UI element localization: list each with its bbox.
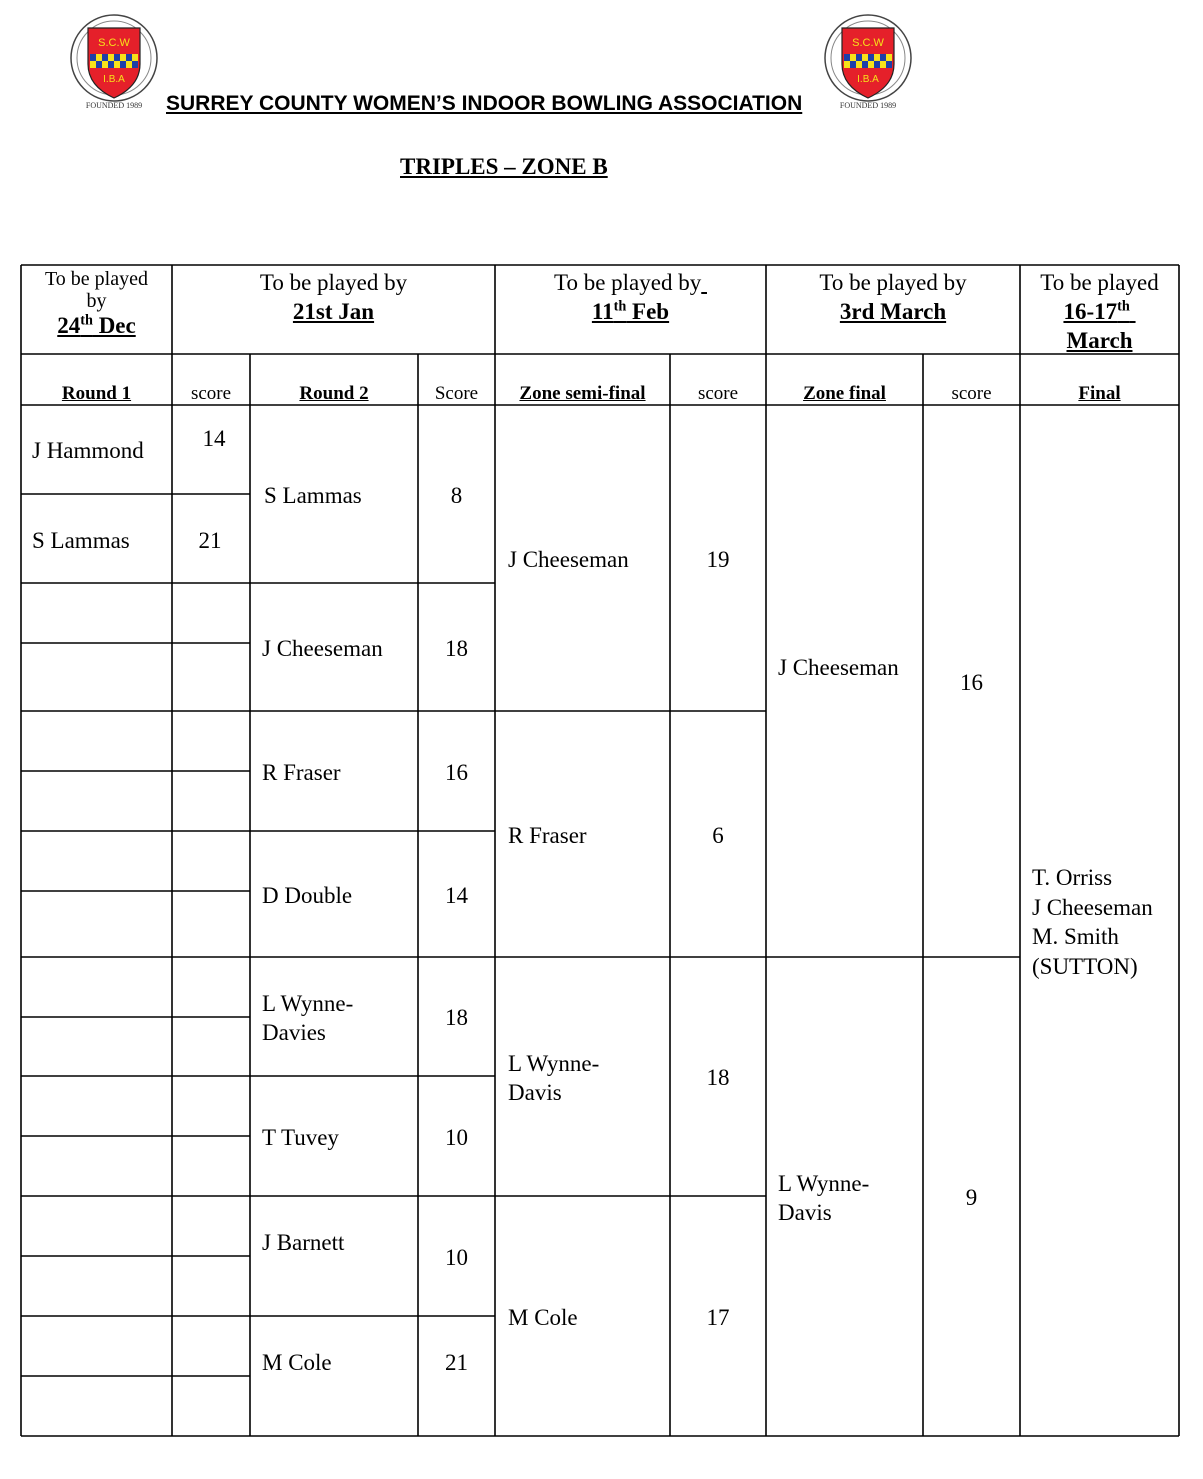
svg-text:S.C.W: S.C.W [98,37,130,49]
round2-player: J Cheeseman [262,636,383,661]
round2-score: 10 [445,1125,468,1150]
organisation-title: SURREY COUNTY WOMEN’S INDOOR BOWLING ASSOCIATION [166,92,803,115]
final-winners: T. Orriss J Cheeseman M. Smith (SUTTON) [1032,865,1153,979]
round2-score: 18 [445,1005,468,1030]
round2-player: M Cole [262,1350,332,1375]
semi-score: 18 [706,1065,730,1090]
column-score4: score [951,383,992,404]
semi-score: 19 [706,547,730,572]
deadline-round1: To be played by 24th Dec [44,268,148,338]
zonefinal-score: 16 [960,670,983,695]
svg-text:FOUNDED 1989: FOUNDED 1989 [85,101,143,110]
semi-player: R Fraser [508,823,587,848]
column-round2: Round 2 [299,383,369,404]
association-logo-right [822,12,916,112]
svg-text:I.B.A: I.B.A [857,74,879,85]
round2-player: L Wynne-Davies [262,991,354,1045]
column-score3: score [697,383,739,404]
semi-player: M Cole [508,1305,578,1330]
round1-player: S Lammas [32,528,130,553]
zonefinal-player: L Wynne-Davis [778,1171,870,1225]
round1-score: 21 [198,528,222,553]
association-logo-left [68,12,162,112]
semi-score: 17 [706,1305,730,1330]
column-zonefinal: Zone final [803,383,886,404]
round2-score: 18 [445,636,468,661]
deadline-zonefinal: To be played by 3rd March [819,270,967,324]
svg-text:I.B.A: I.B.A [103,74,125,85]
zonefinal-score: 9 [965,1185,978,1210]
round2-player: J Barnett [262,1230,345,1255]
semi-player: J Cheeseman [508,547,629,572]
round2-player: T Tuvey [262,1125,339,1150]
deadline-final: To be played 16-17th March [1040,270,1159,353]
round2-score: 10 [445,1245,468,1270]
column-final: Final [1078,383,1121,404]
column-semi: Zone semi-final [519,383,646,404]
deadline-round2: To be played by 21st Jan [259,270,408,324]
deadline-semi: To be played by 11th Feb [554,270,702,324]
round2-score: 16 [445,760,468,785]
column-score1: score [190,383,232,404]
column-round1: Round 1 [61,383,132,404]
svg-text:FOUNDED 1989: FOUNDED 1989 [839,101,897,110]
round2-player: S Lammas [264,483,362,508]
round2-player: D Double [262,883,353,908]
round2-player: R Fraser [262,760,341,785]
round2-score: 14 [445,883,468,908]
round2-score: 8 [450,483,463,508]
column-score2: Score [434,383,479,404]
document-title: TRIPLES – ZONE B [400,154,608,179]
round1-score: 14 [202,426,226,451]
svg-text:S.C.W: S.C.W [852,37,884,49]
semi-player: L Wynne-Davis [508,1051,600,1105]
semi-score: 6 [712,823,724,848]
round1-player: J Hammond [32,438,144,463]
round2-score: 21 [445,1350,468,1375]
zonefinal-player: J Cheeseman [778,655,899,680]
